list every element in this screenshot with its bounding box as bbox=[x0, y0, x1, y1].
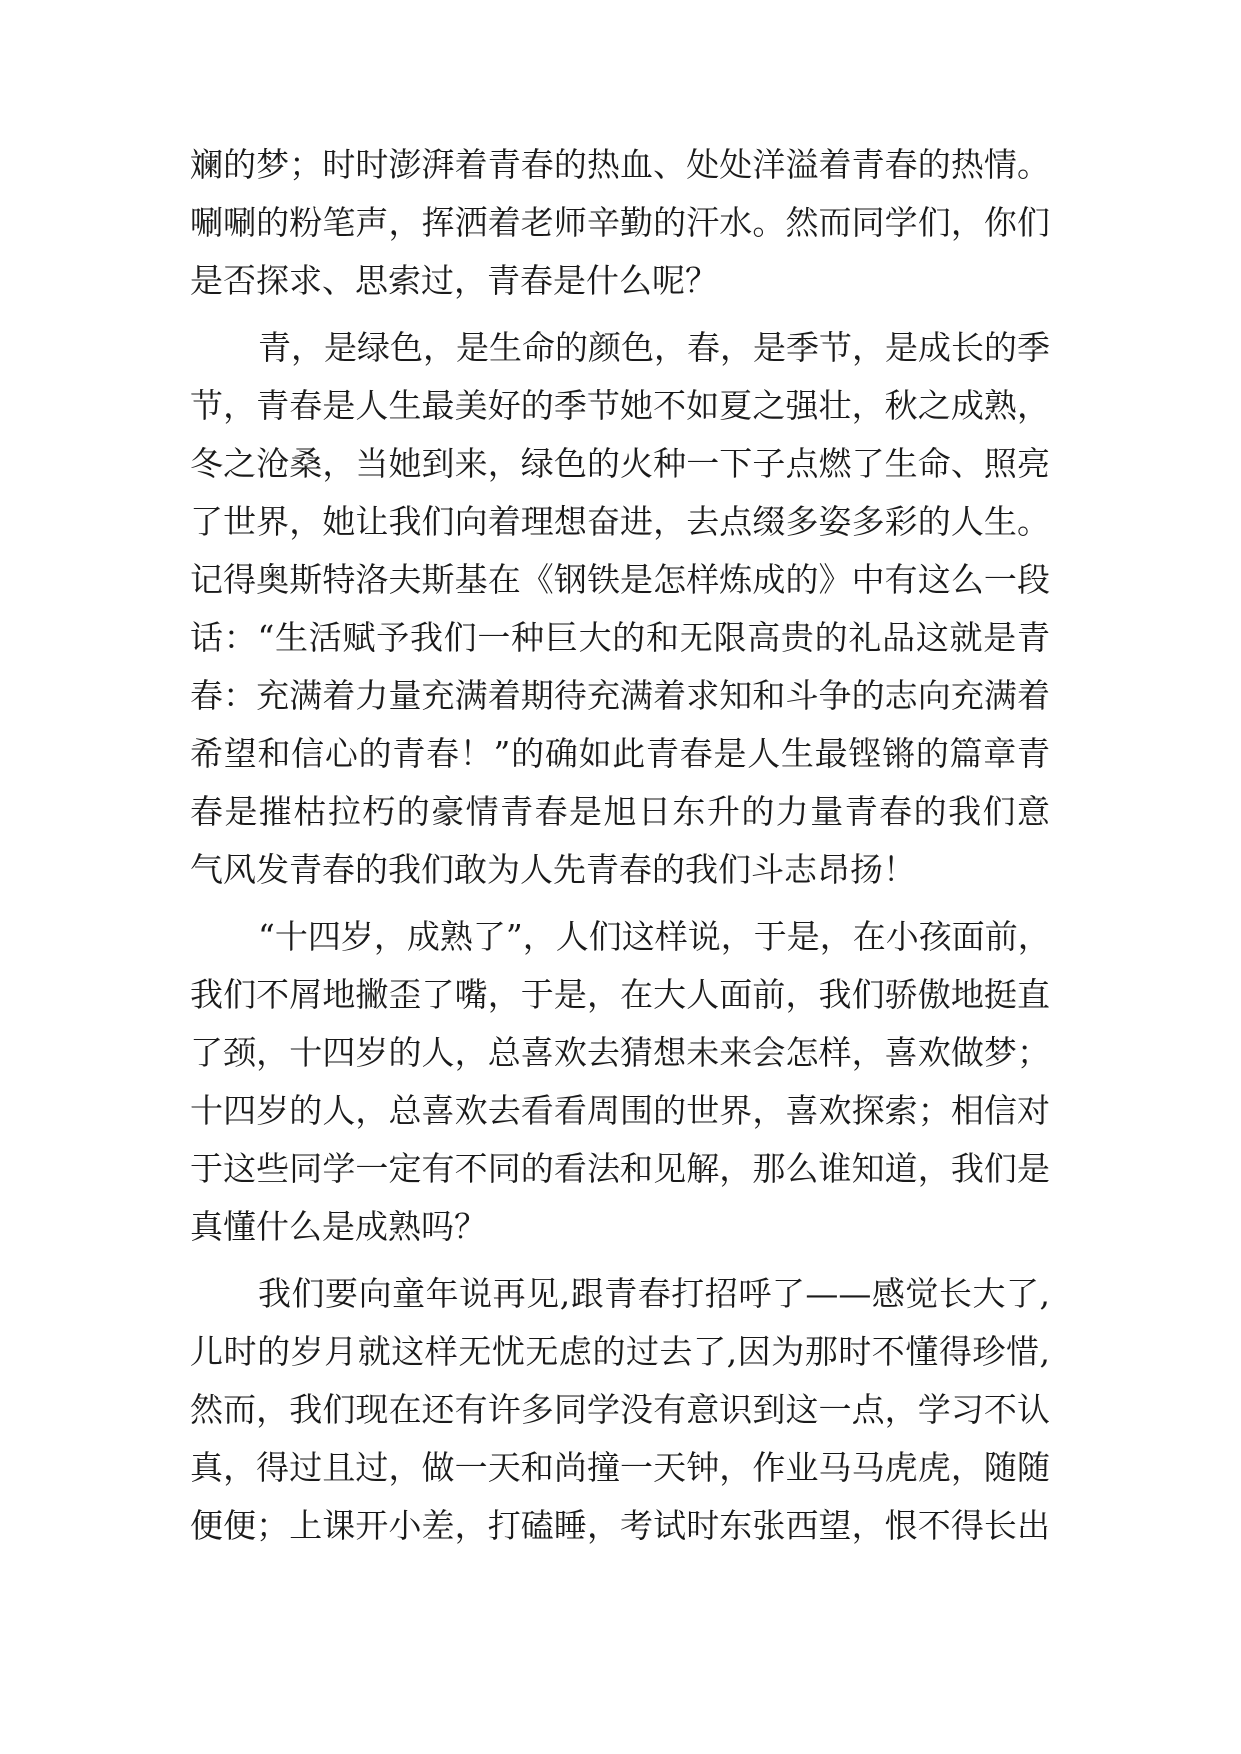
text-line: 冬之沧桑，当她到来，绿色的火种一下子点燃了生命、照亮 bbox=[190, 444, 1050, 483]
text-line: 十四岁的人，总喜欢去看看周围的世界，喜欢探索；相信对 bbox=[190, 1091, 1050, 1130]
text-line: 斓的梦；时时澎湃着青春的热血、处处洋溢着青春的热情。 bbox=[190, 145, 1050, 184]
text-line: 春：充满着力量充满着期待充满着求知和斗争的志向充满着 bbox=[190, 676, 1050, 715]
text-line: “十四岁，成熟了”，人们这样说，于是，在小孩面前， bbox=[258, 917, 1051, 956]
text-line: 儿时的岁月就这样无忧无虑的过去了,因为那时不懂得珍惜, bbox=[190, 1332, 1050, 1371]
text-line: 我们不屑地撇歪了嘴，于是，在大人面前，我们骄傲地挺直 bbox=[190, 975, 1050, 1014]
text-line: 真懂什么是成熟吗？ bbox=[190, 1207, 487, 1246]
text-line: 于这些同学一定有不同的看法和见解，那么谁知道，我们是 bbox=[190, 1149, 1050, 1188]
text-line: 春是摧枯拉朽的豪情青春是旭日东升的力量青春的我们意 bbox=[190, 792, 1050, 831]
text-line: 青，是绿色，是生命的颜色，春，是季节，是成长的季 bbox=[258, 328, 1050, 367]
text-line: 便便；上课开小差，打磕睡，考试时东张西望，恨不得长出 bbox=[190, 1506, 1050, 1545]
text-line: 希望和信心的青春！”的确如此青春是人生最铿锵的篇章青 bbox=[190, 734, 1050, 773]
text-line: 话：“生活赋予我们一种巨大的和无限高贵的礼品这就是青 bbox=[190, 618, 1050, 657]
text-line: 气风发青春的我们敢为人先青春的我们斗志昂扬！ bbox=[190, 850, 916, 889]
text-line: 然而，我们现在还有许多同学没有意识到这一点，学习不认 bbox=[190, 1390, 1050, 1429]
text-line: 了颈，十四岁的人，总喜欢去猜想未来会怎样，喜欢做梦； bbox=[190, 1033, 1050, 1072]
text-line: 节，青春是人生最美好的季节她不如夏之强壮，秋之成熟， bbox=[190, 386, 1050, 425]
text-line: 是否探求、思索过，青春是什么呢？ bbox=[190, 261, 718, 300]
text-line: 了世界，她让我们向着理想奋进，去点缀多姿多彩的人生。 bbox=[190, 502, 1050, 541]
text-line: 我们要向童年说再见,跟青春打招呼了——感觉长大了, bbox=[258, 1274, 1050, 1313]
text-line: 真，得过且过，做一天和尚撞一天钟，作业马马虎虎，随随 bbox=[190, 1448, 1050, 1487]
text-line: 记得奥斯特洛夫斯基在《钢铁是怎样炼成的》中有这么一段 bbox=[190, 560, 1050, 599]
text-line: 唰唰的粉笔声，挥洒着老师辛勤的汗水。然而同学们，你们 bbox=[190, 203, 1050, 242]
